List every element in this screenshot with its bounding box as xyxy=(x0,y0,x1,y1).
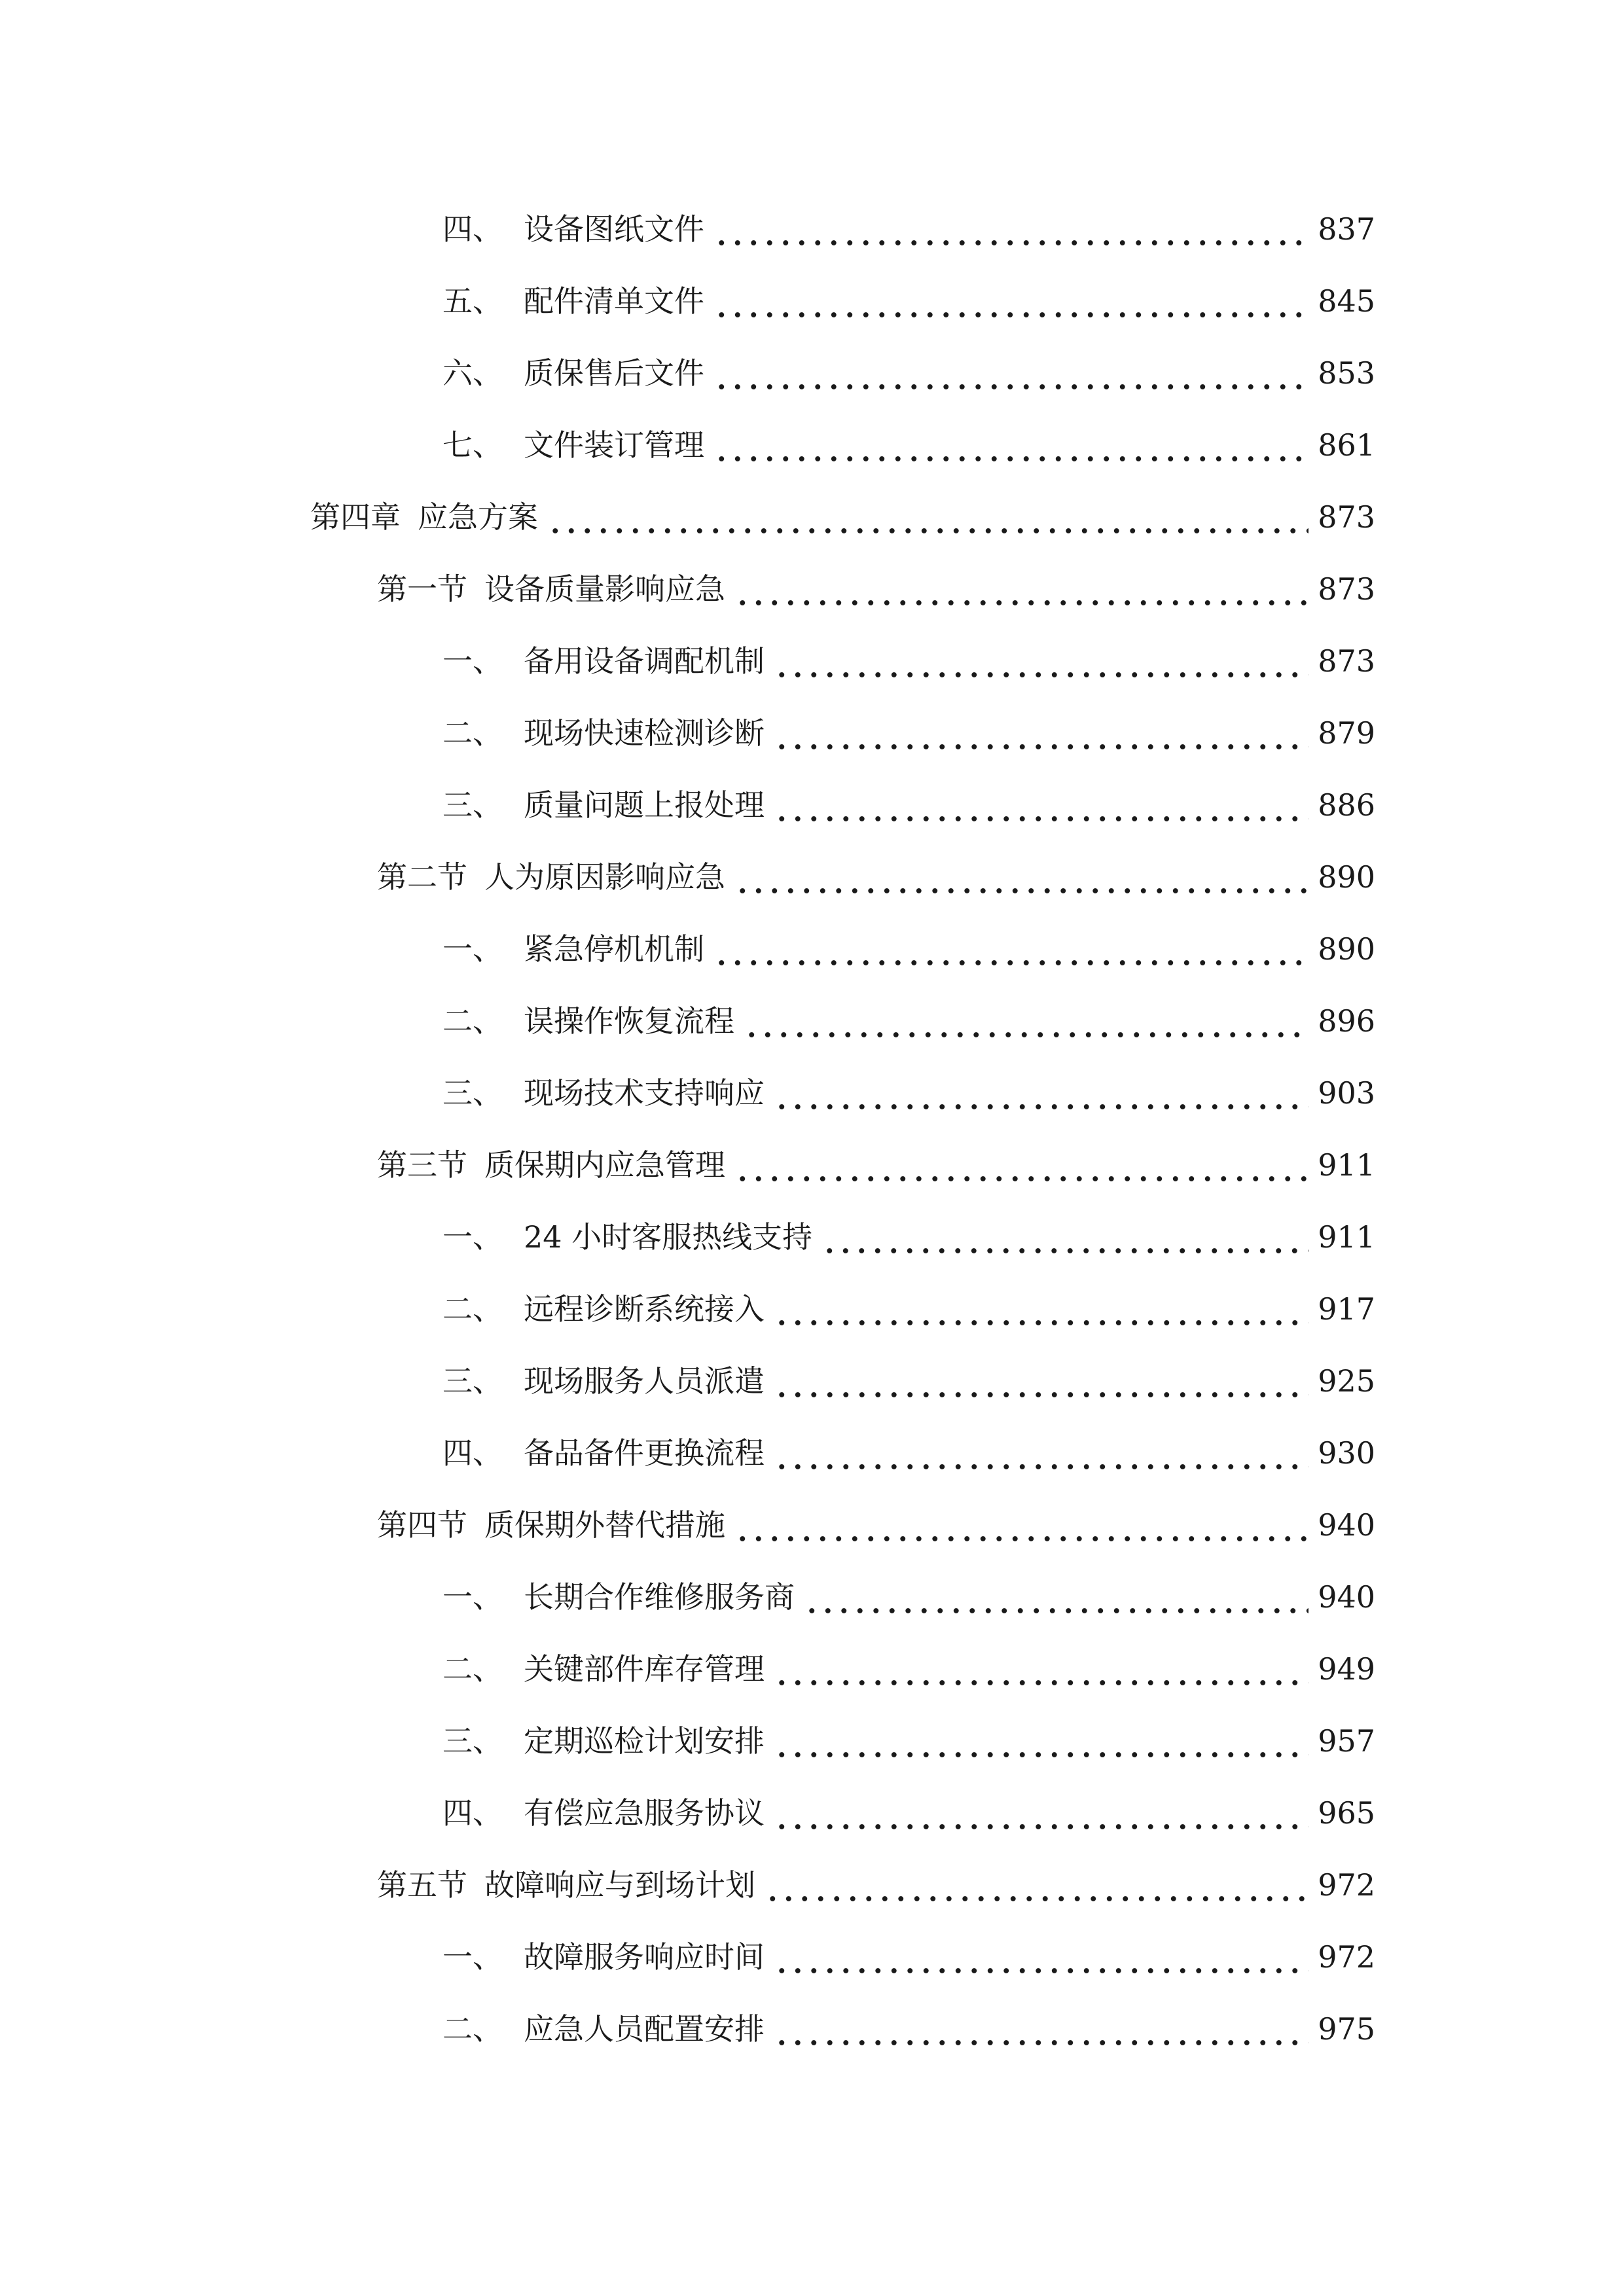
toc-entry-page: 917 xyxy=(1318,1291,1375,1327)
toc-entry-page: 890 xyxy=(1318,931,1375,967)
toc-entry-title: 远程诊断系统接入 xyxy=(524,1291,765,1327)
toc-entry-page: 930 xyxy=(1318,1435,1375,1471)
toc-section-entry[interactable] xyxy=(377,1499,1375,1551)
toc-entry-number: 二、 xyxy=(442,1651,503,1687)
dot-leader xyxy=(774,1283,1308,1335)
toc-entry-title: 误操作恢复流程 xyxy=(524,1003,734,1039)
toc-entry[interactable] xyxy=(442,275,1375,327)
toc-entry[interactable] xyxy=(442,1787,1375,1839)
toc-entry[interactable] xyxy=(442,203,1375,255)
toc-entry-title: 备用设备调配机制 xyxy=(524,643,765,679)
dot-leader xyxy=(774,1715,1308,1767)
toc-entry-title: 故障响应与到场计划 xyxy=(484,1867,755,1903)
toc-chapter-entry[interactable] xyxy=(310,491,1375,543)
dot-leader xyxy=(734,1499,1308,1551)
toc-entry-number: 四、 xyxy=(442,1435,503,1471)
toc-entry-title: 质量问题上报处理 xyxy=(524,787,765,823)
toc-entry-page: 873 xyxy=(1318,643,1375,679)
dot-leader xyxy=(734,563,1308,615)
toc-entry-number: 四、 xyxy=(442,1795,503,1831)
toc-entry-number: 第四节 xyxy=(377,1507,467,1543)
toc-entry[interactable] xyxy=(442,347,1375,399)
toc-entry-number: 一、 xyxy=(442,1579,503,1615)
toc-entry-page: 837 xyxy=(1318,211,1375,247)
toc-entry-title: 质保售后文件 xyxy=(524,355,704,391)
dot-leader xyxy=(734,1139,1308,1191)
dot-leader xyxy=(774,1931,1308,1983)
toc-section-entry[interactable] xyxy=(377,563,1375,615)
toc-entry-page: 879 xyxy=(1318,715,1375,751)
toc-entry-page: 873 xyxy=(1318,571,1375,607)
toc-entry-title: 质保期外替代措施 xyxy=(484,1507,725,1543)
toc-entry-title: 现场快速检测诊断 xyxy=(524,715,765,751)
dot-leader xyxy=(713,923,1308,975)
toc-entry-title: 应急人员配置安排 xyxy=(524,2011,765,2047)
toc-entry-page: 845 xyxy=(1318,283,1375,319)
toc-entry-page: 886 xyxy=(1318,787,1375,823)
toc-entry[interactable] xyxy=(442,635,1375,687)
toc-entry-title: 紧急停机机制 xyxy=(524,931,704,967)
toc-entry-page: 940 xyxy=(1318,1579,1375,1615)
toc-entry-page: 890 xyxy=(1318,859,1375,895)
toc-entry-number: 一、 xyxy=(442,1939,503,1975)
toc-entry-title: 应急方案 xyxy=(418,499,538,535)
toc-entry[interactable] xyxy=(442,1715,1375,1767)
toc-entry[interactable] xyxy=(442,923,1375,975)
dot-leader xyxy=(774,1427,1308,1479)
toc-entry-number: 六、 xyxy=(442,355,503,391)
toc-entry-number: 第二节 xyxy=(377,859,467,895)
dot-leader xyxy=(734,851,1308,903)
dot-leader xyxy=(774,635,1308,687)
toc-entry-title: 现场技术支持响应 xyxy=(524,1075,765,1111)
toc-entry-title: 设备图纸文件 xyxy=(524,211,704,247)
dot-leader xyxy=(774,1787,1308,1839)
toc-entry-page: 853 xyxy=(1318,355,1375,391)
toc-entry[interactable] xyxy=(442,2003,1375,2055)
toc-entry-page: 975 xyxy=(1318,2011,1375,2047)
toc-entry-page: 896 xyxy=(1318,1003,1375,1039)
toc-entry-title: 故障服务响应时间 xyxy=(524,1939,765,1975)
toc-section-entry[interactable] xyxy=(377,1139,1375,1191)
dot-leader xyxy=(821,1211,1308,1263)
toc-entry-title: 质保期内应急管理 xyxy=(484,1147,725,1183)
toc-entry[interactable] xyxy=(442,707,1375,759)
toc-entry-number: 第五节 xyxy=(377,1867,467,1903)
toc-entry-title: 备品备件更换流程 xyxy=(524,1435,765,1471)
toc-entry-page: 903 xyxy=(1318,1075,1375,1111)
dot-leader xyxy=(774,2003,1308,2055)
toc-entry-title: 人为原因影响应急 xyxy=(484,859,725,895)
toc-entry-title: 有偿应急服务协议 xyxy=(524,1795,765,1831)
toc-entry-number: 三、 xyxy=(442,1723,503,1759)
toc-entry-number: 四、 xyxy=(442,211,503,247)
toc-entry-number: 第四章 xyxy=(310,499,401,535)
toc-entry-number: 三、 xyxy=(442,787,503,823)
toc-entry[interactable] xyxy=(442,1643,1375,1695)
toc-entry-title: 现场服务人员派遣 xyxy=(524,1363,765,1399)
toc-entry-number: 二、 xyxy=(442,715,503,751)
dot-leader xyxy=(774,779,1308,831)
toc-entry-title: 关键部件库存管理 xyxy=(524,1651,765,1687)
toc-entry[interactable] xyxy=(442,1283,1375,1335)
dot-leader xyxy=(765,1859,1308,1911)
toc-entry[interactable] xyxy=(442,1571,1375,1623)
toc-entry[interactable] xyxy=(442,1355,1375,1407)
toc-entry[interactable] xyxy=(442,1931,1375,1983)
dot-leader xyxy=(547,491,1308,543)
toc-entry-number: 五、 xyxy=(442,283,503,319)
toc-entry-number: 一、 xyxy=(442,1219,503,1255)
dot-leader xyxy=(774,1067,1308,1119)
toc-entry-title: 24 小时客服热线支持 xyxy=(524,1219,813,1255)
toc-entry[interactable] xyxy=(442,419,1375,471)
toc-entry-title: 文件装订管理 xyxy=(524,427,704,463)
dot-leader xyxy=(713,419,1308,471)
dot-leader xyxy=(804,1571,1308,1623)
toc-entry-page: 940 xyxy=(1318,1507,1375,1543)
toc-entry-number: 一、 xyxy=(442,931,503,967)
dot-leader xyxy=(744,995,1308,1047)
toc-section-entry[interactable] xyxy=(377,851,1375,903)
dot-leader xyxy=(713,203,1308,255)
toc-entry-page: 965 xyxy=(1318,1795,1375,1831)
toc-entry[interactable] xyxy=(442,1427,1375,1479)
toc-entry-page: 873 xyxy=(1318,499,1375,535)
toc-entry-page: 949 xyxy=(1318,1651,1375,1687)
dot-leader xyxy=(774,1355,1308,1407)
toc-entry-number: 二、 xyxy=(442,1003,503,1039)
toc-entry-number: 三、 xyxy=(442,1075,503,1111)
toc-entry-page: 972 xyxy=(1318,1939,1375,1975)
toc-entry-page: 911 xyxy=(1318,1219,1375,1255)
toc-entry-number: 三、 xyxy=(442,1363,503,1399)
toc-entry[interactable] xyxy=(442,995,1375,1047)
toc-entry-number: 一、 xyxy=(442,643,503,679)
toc-entry[interactable] xyxy=(442,779,1375,831)
toc-entry-number: 第一节 xyxy=(377,571,467,607)
toc-entry-title: 长期合作维修服务商 xyxy=(524,1579,795,1615)
dot-leader xyxy=(774,1643,1308,1695)
toc-entry-title: 配件清单文件 xyxy=(524,283,704,319)
toc-entry-number: 第三节 xyxy=(377,1147,467,1183)
toc-entry[interactable] xyxy=(442,1211,1375,1263)
toc-entry-page: 861 xyxy=(1318,427,1375,463)
dot-leader xyxy=(713,275,1308,327)
toc-entry-number: 二、 xyxy=(442,1291,503,1327)
toc-entry-number: 七、 xyxy=(442,427,503,463)
toc-section-entry[interactable] xyxy=(377,1859,1375,1911)
toc-entry-title: 设备质量影响应急 xyxy=(484,571,725,607)
toc-entry-page: 925 xyxy=(1318,1363,1375,1399)
dot-leader xyxy=(774,707,1308,759)
toc-entry-title: 定期巡检计划安排 xyxy=(524,1723,765,1759)
dot-leader xyxy=(713,347,1308,399)
toc-entry-number: 二、 xyxy=(442,2011,503,2047)
toc-entry-page: 957 xyxy=(1318,1723,1375,1759)
toc-entry-page: 911 xyxy=(1318,1147,1375,1183)
toc-entry-page: 972 xyxy=(1318,1867,1375,1903)
toc-entry[interactable] xyxy=(442,1067,1375,1119)
